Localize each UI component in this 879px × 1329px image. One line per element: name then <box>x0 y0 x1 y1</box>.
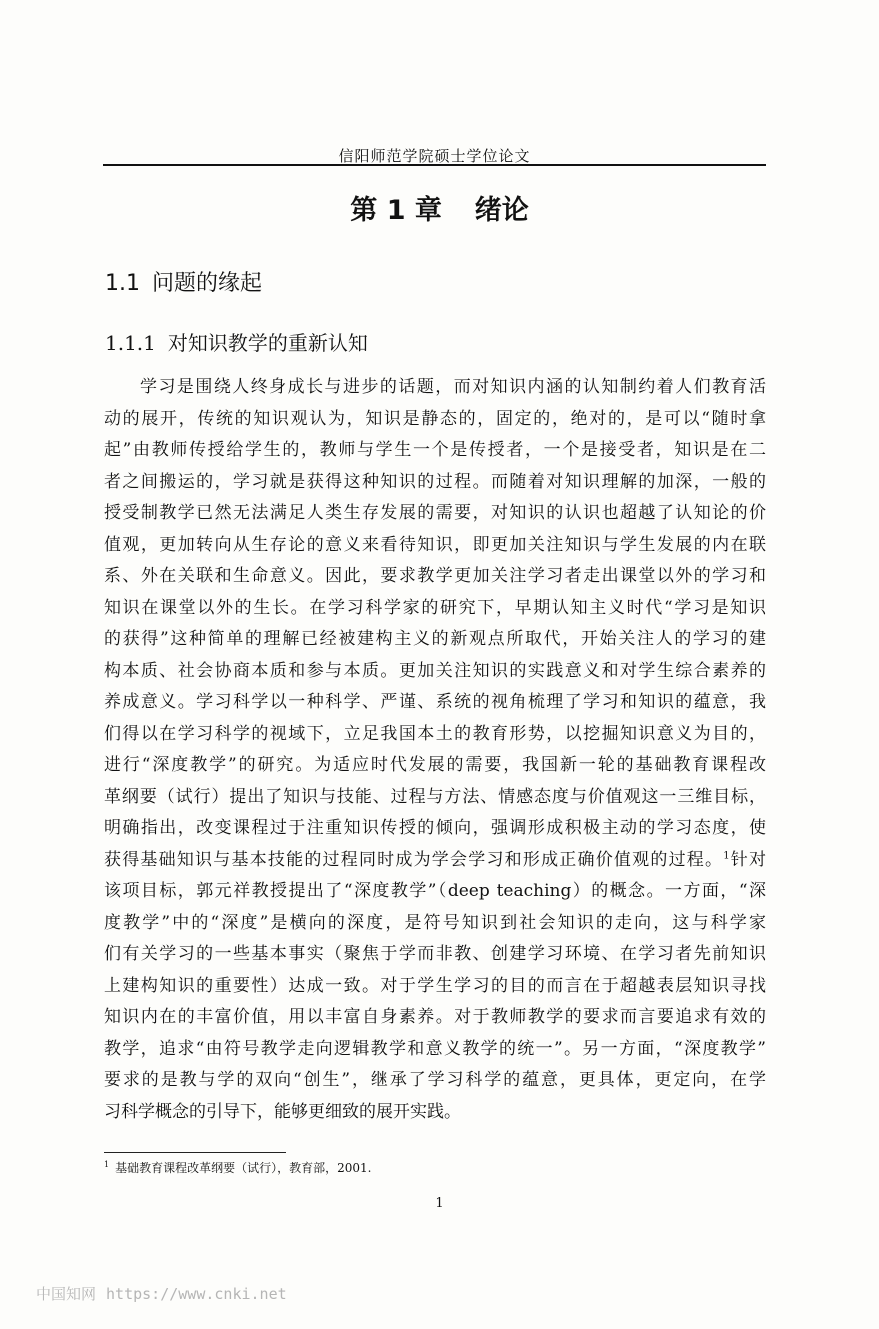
section-name: 问题的缘起 <box>152 271 263 296</box>
watermark-site-name: 中国知网 <box>36 1285 97 1303</box>
text-line: 者之间搬运的，学习就是获得这种知识的过程。而随着对知识理解的加深，一般的 <box>104 471 766 492</box>
text-line: 知识内在的丰富价值，用以丰富自身素养。对于教师教学的要求而言要追求有效的 <box>104 1007 766 1027</box>
text-segment: 获得基础知识与基本技能的过程同时成为学会学习和形成正确价值观的过程。 <box>104 849 724 870</box>
subsection-number: 1.1.1 <box>105 331 156 355</box>
text-line: 养成意义。学习科学以一种科学、严谨、系统的视角梳理了学习和知识的蕴意，我 <box>104 692 766 712</box>
text-line: 上建构知识的重要性）达成一致。对于学生学习的目的而言在于超越表层知识寻找 <box>104 975 766 996</box>
text-line: 革纲要（试行）提出了知识与技能、过程与方法、情感态度与价值观这一三维目标， <box>104 786 766 807</box>
section-number: 1.1 <box>105 271 140 296</box>
watermark <box>36 1283 287 1304</box>
watermark-url: https://www.cnki.net <box>106 1285 287 1303</box>
text-line: 们有关学习的一些基本事实（聚焦于学而非教、创建学习环境、在学习者先前知识 <box>104 944 766 964</box>
page-number: 1 <box>435 1196 444 1211</box>
text-line: 知识在课堂以外的生长。在学习科学家的研究下，早期认知主义时代“学习是知识 <box>104 597 766 618</box>
text-line: 进行“深度教学”的研究。为适应时代发展的需要，我国新一轮的基础教育课程改 <box>104 755 766 775</box>
running-header: 信阳师范学院硕士学位论文 <box>338 147 531 165</box>
text-line: 习科学概念的引导下，能够更细致的展开实践。 <box>104 1101 461 1122</box>
footnote-text: 基础教育课程改革纲要（试行），教育部，2001. <box>115 1161 372 1175</box>
text-line: 起”由教师传授给学生的，教师与学生一个是传授者，一个是接受者，知识是在二 <box>104 440 766 460</box>
text-line: 授受制教学已然无法满足人类生存发展的需要，对知识的认识也超越了认知论的价 <box>104 503 766 523</box>
footnote-reference[interactable]: 1 <box>723 849 730 861</box>
header-rule <box>103 164 766 166</box>
text-line: 值观，更加转向从生存论的意义来看待知识，即更加关注知识与学生发展的内在联 <box>104 534 766 555</box>
text-line: 的获得”这种简单的理解已经被建构主义的新观点所取代，开始关注人的学习的建 <box>104 629 766 649</box>
chapter-title <box>0 188 879 227</box>
text-line: 构本质、社会协商本质和参与本质。更加关注知识的实践意义和对学生综合素养的 <box>104 660 766 681</box>
text-line: 系、外在关联和生命意义。因此，要求教学更加关注学习者走出课堂以外的学习和 <box>104 566 766 586</box>
subsection-name: 对知识教学的重新认知 <box>167 331 368 355</box>
footnote <box>104 1159 371 1176</box>
text-line: 教学，追求“由符号教学走向逻辑教学和意义教学的统一”。另一方面，“深度教学” <box>104 1038 766 1059</box>
text-line: 学习是围绕人终身成长与进步的话题，而对知识内涵的认知制约着人们教育活 <box>140 377 766 397</box>
text-line: 要求的是教与学的双向“创生”，继承了学习科学的蕴意，更具体，更定向，在学 <box>104 1070 766 1090</box>
footnote-rule <box>104 1152 286 1153</box>
text-line: 度教学”中的“深度”是横向的深度，是符号知识到社会知识的走向，这与科学家 <box>104 912 766 933</box>
chapter-name: 绪论 <box>474 195 529 226</box>
text-line: 动的展开，传统的知识观认为，知识是静态的，固定的，绝对的，是可以“随时拿 <box>104 408 766 429</box>
text-line: 们得以在学习科学的视域下，立足我国本土的教育形势，以挖掘知识意义为目的， <box>104 723 766 744</box>
text-segment: 针对 <box>729 849 766 870</box>
text-line-with-footnote <box>104 845 766 877</box>
footnote-marker: 1 <box>104 1160 110 1169</box>
section-heading <box>105 266 262 297</box>
subsection-heading <box>105 327 368 356</box>
text-line: 明确指出，改变课程过于注重知识传授的倾向，强调形成积极主动的学习态度，使 <box>104 818 766 838</box>
chapter-number: 第 1 章 <box>350 195 442 226</box>
body-paragraph <box>104 372 766 1128</box>
text-line: 该项目标，郭元祥教授提出了“深度教学”（deep teaching）的概念。一方面，“深 <box>104 881 766 901</box>
